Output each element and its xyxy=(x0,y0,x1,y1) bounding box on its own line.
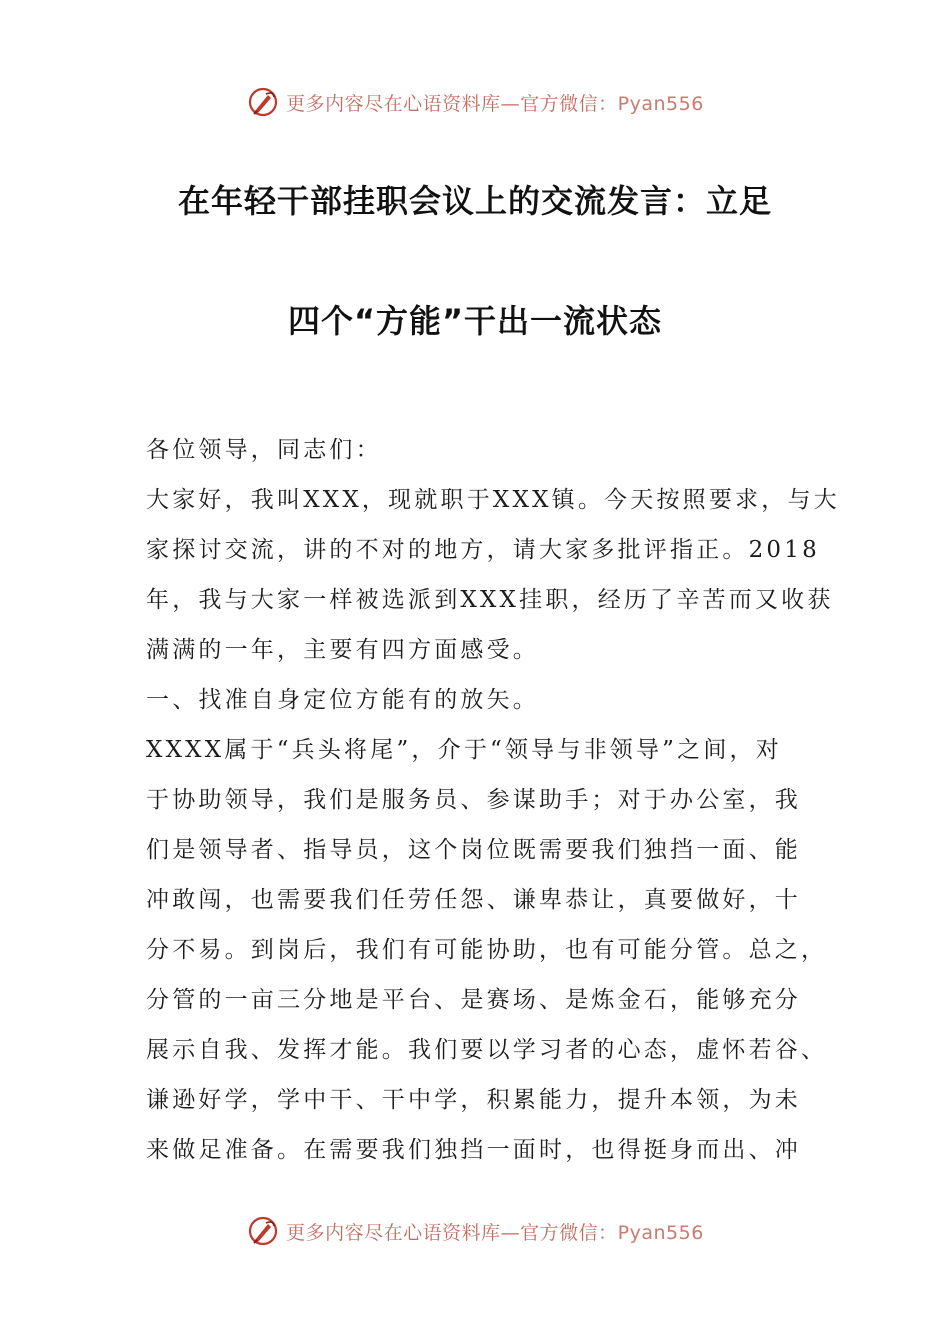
body-line: 们是领导者、指导员，这个岗位既需要我们独挡一面、能 xyxy=(146,837,801,863)
watermark-text: 更多内容尽在心语资料库—官方微信：Pyan556 xyxy=(286,1221,704,1244)
body-line: 分管的一亩三分地是平台、是赛场、是炼金石，能够充分 xyxy=(146,987,801,1013)
body-line: 家探讨交流，讲的不对的地方，请大家多批评指正。2018 xyxy=(146,537,820,563)
document-body xyxy=(146,428,840,1178)
body-line: 大家好，我叫XXX，现就职于XXX镇。今天按照要求，与大 xyxy=(146,487,840,513)
body-line: 谦逊好学，学中干、干中学，积累能力，提升本领，为未 xyxy=(146,1087,801,1113)
body-line: 满满的一年，主要有四方面感受。 xyxy=(146,637,539,663)
document-title-line-2: 四个“方能”干出一流状态 xyxy=(287,302,663,340)
watermark-handle: Pyan556 xyxy=(617,92,704,115)
body-line: 于协助领导，我们是服务员、参谋助手；对于办公室，我 xyxy=(146,787,801,813)
section-heading: 一、找准自身定位方能有的放矢。 xyxy=(146,687,539,713)
pen-nib-circle-icon xyxy=(246,85,280,119)
document-title-line-1: 在年轻干部挂职会议上的交流发言：立足 xyxy=(177,182,772,220)
body-line: 来做足准备。在需要我们独挡一面时，也得挺身而出、冲 xyxy=(146,1137,801,1163)
body-line: 各位领导，同志们： xyxy=(146,437,382,463)
watermark-header xyxy=(0,82,950,122)
body-line: 展示自我、发挥才能。我们要以学习者的心态，虚怀若谷、 xyxy=(146,1037,828,1063)
watermark-text: 更多内容尽在心语资料库—官方微信：Pyan556 xyxy=(286,92,704,115)
body-line: XXXX属于“兵头将尾”，介于“领导与非领导”之间，对 xyxy=(146,737,782,763)
watermark-handle: Pyan556 xyxy=(617,1221,704,1244)
pen-nib-circle-icon xyxy=(246,1214,280,1248)
body-line: 冲敢闯，也需要我们任劳任怨、谦卑恭让，真要做好，十 xyxy=(146,887,801,913)
watermark-footer xyxy=(0,1211,950,1251)
body-line: 分不易。到岗后，我们有可能协助，也有可能分管。总之， xyxy=(146,937,828,963)
body-line: 年，我与大家一样被选派到XXX挂职，经历了辛苦而又收获 xyxy=(146,587,834,613)
